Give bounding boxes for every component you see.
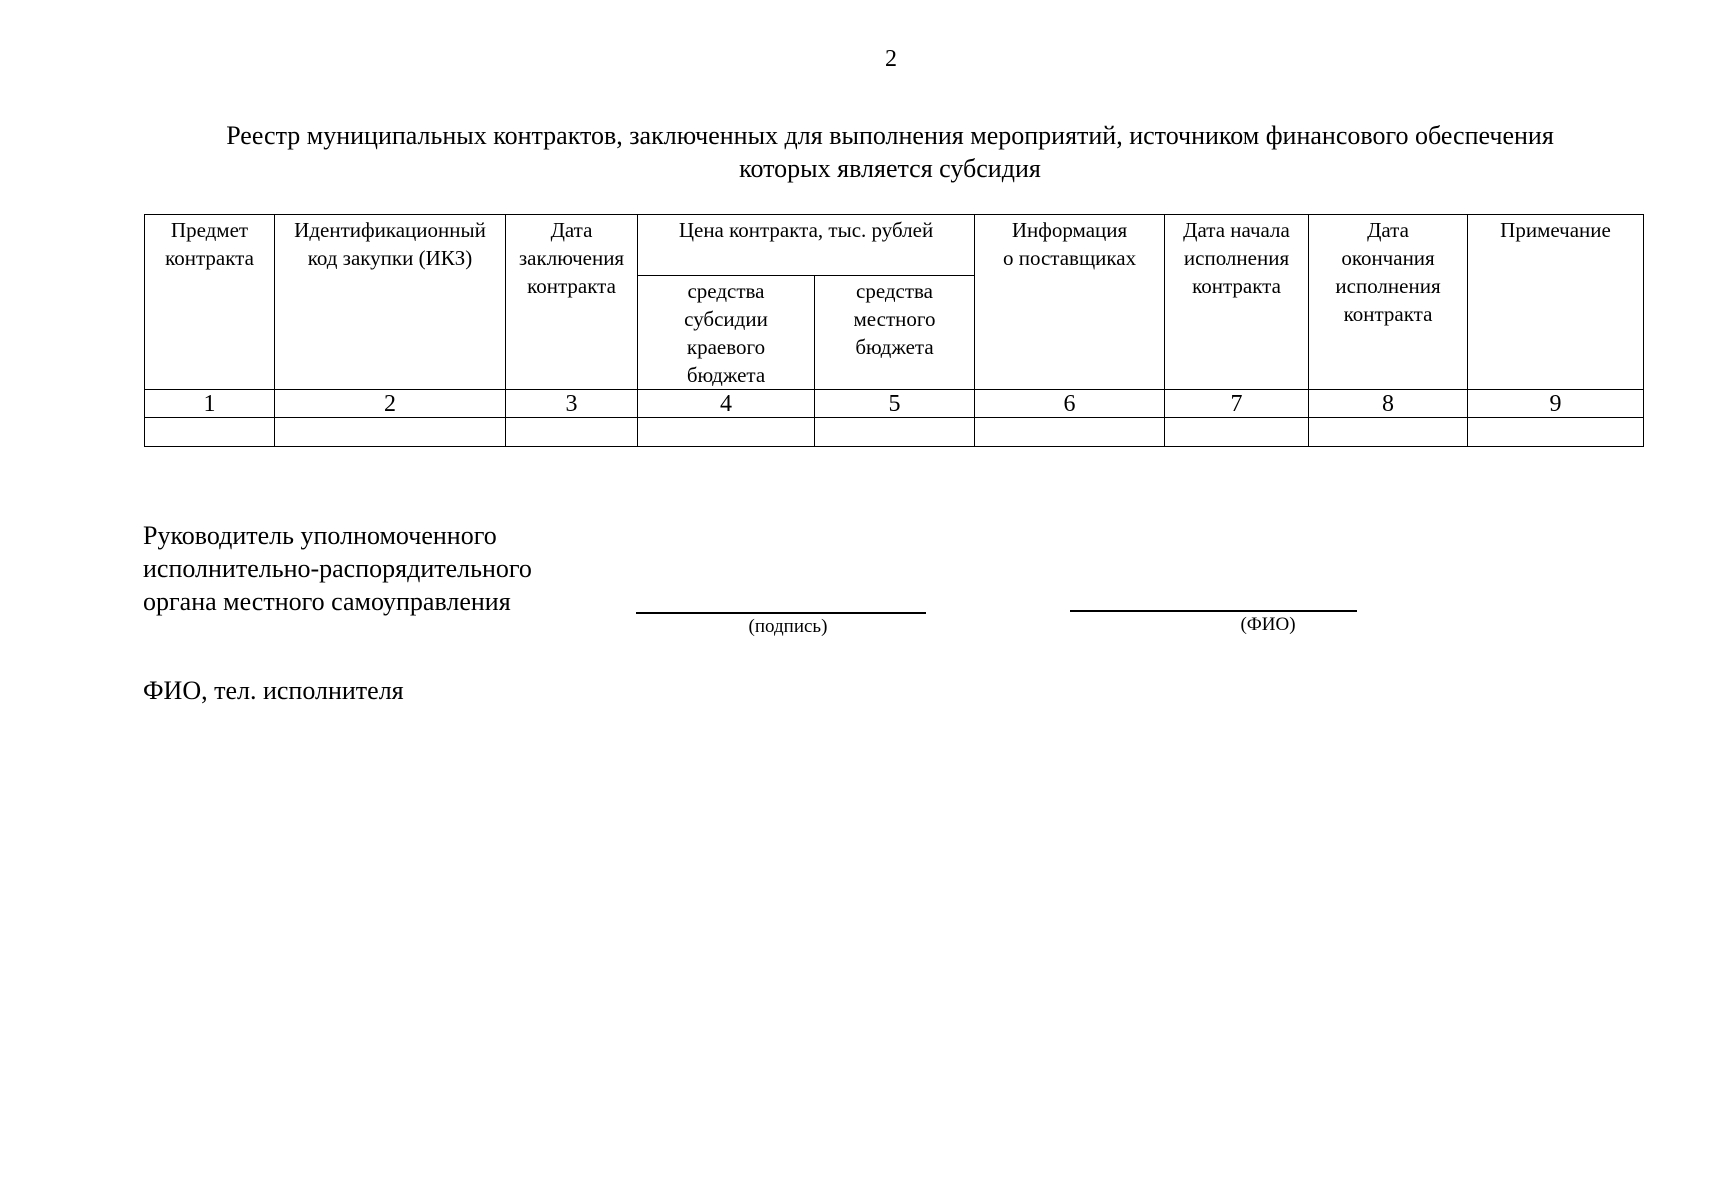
header-suppliers [975,215,1165,390]
header-end-date-line: исполнения [1335,274,1441,298]
document-title [140,119,1640,185]
table-cell [1468,418,1644,447]
document-title-line-1: Реестр муниципальных контрактов, заключенных для выполнения мероприятий, источником финансового обеспечения [226,121,1554,150]
header-price-regional [638,276,815,390]
header-end-date [1309,215,1468,390]
header-start-date-line: Дата начала [1183,218,1290,242]
header-subject-line: контракта [165,246,254,270]
header-end-date-line: Дата [1367,218,1409,242]
table-header-row [145,215,1644,276]
header-contract-price-label: Цена контракта, тыс. рублей [678,218,934,242]
official-position-line: Руководитель уполномоченного [143,521,497,550]
header-price-regional-line: субсидии [684,307,768,331]
table-cell [145,418,275,447]
header-end-date-line: окончания [1341,246,1435,270]
table-cell [1165,418,1309,447]
column-number: 5 [815,390,975,418]
column-number: 9 [1468,390,1644,418]
header-end-date-line: контракта [1343,302,1433,326]
table-cell [506,418,638,447]
header-conclusion-date-line: заключения [518,246,625,270]
header-suppliers-line: Информация [1011,218,1128,242]
column-number: 3 [506,390,638,418]
full-name-line [1070,610,1357,612]
header-start-date [1165,215,1309,390]
header-price-regional-line: бюджета [686,363,766,387]
header-ikz-line: Идентификационный [294,218,486,242]
header-price-local-line: средства [856,279,934,303]
header-subject [145,215,275,390]
header-note-label: Примечание [1500,218,1611,242]
header-contract-price [638,215,975,276]
header-ikz [275,215,506,390]
table-cell [815,418,975,447]
header-price-regional-line: средства [687,279,765,303]
column-number: 8 [1309,390,1468,418]
header-suppliers-line: о поставщиках [1002,246,1137,270]
header-price-regional-line: краевого [686,335,766,359]
table-row [145,418,1644,447]
table-cell [1309,418,1468,447]
official-position-line: органа местного самоуправления [143,587,511,616]
document-title-line-2: которых является субсидия [739,154,1041,183]
official-position [143,519,532,618]
page-number: 2 [885,46,897,72]
table-cell [275,418,506,447]
executor-label: ФИО, тел. исполнителя [143,676,404,705]
header-note [1468,215,1644,390]
header-start-date-line: исполнения [1183,246,1290,270]
table-cell [975,418,1165,447]
header-conclusion-date [506,215,638,390]
column-number: 1 [145,390,275,418]
column-number-row [145,390,1644,418]
header-ikz-line: код закупки (ИКЗ) [307,246,473,270]
header-conclusion-date-line: Дата [550,218,593,242]
column-number: 4 [638,390,815,418]
header-price-local [815,276,975,390]
column-number: 6 [975,390,1165,418]
signature-caption: (подпись) [748,616,828,637]
header-start-date-line: контракта [1192,274,1281,298]
full-name-caption: (ФИО) [1240,614,1296,635]
header-price-local-line: местного [853,307,936,331]
header-conclusion-date-line: контракта [527,274,616,298]
table-cell [638,418,815,447]
column-number: 2 [275,390,506,418]
header-price-local-line: бюджета [855,335,934,359]
official-position-line: исполнительно-распорядительного [143,554,532,583]
signature-line [636,612,926,614]
header-subject-line: Предмет [170,218,249,242]
column-number: 7 [1165,390,1309,418]
contracts-registry-table [144,214,1644,447]
